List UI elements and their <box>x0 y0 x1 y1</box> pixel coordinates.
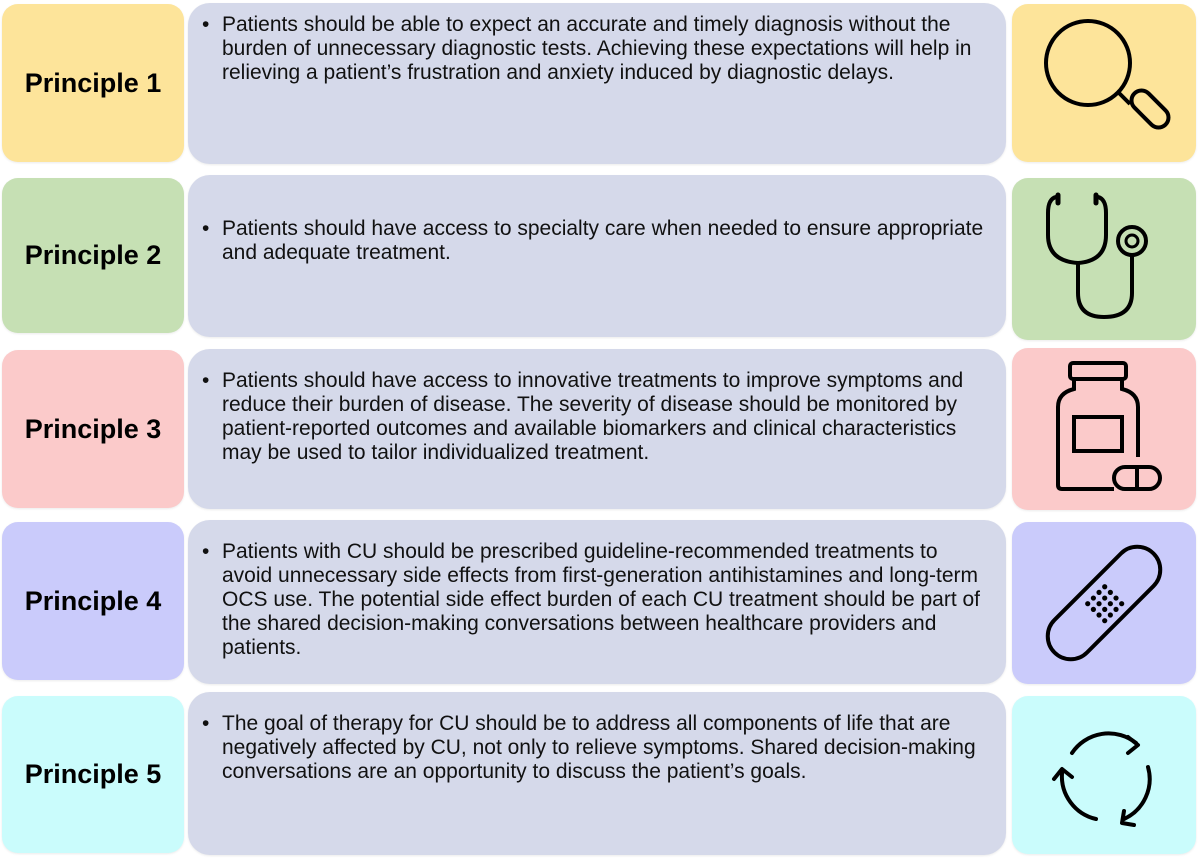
principle-5-bullet <box>202 712 984 784</box>
principle-4-bullet <box>202 540 984 660</box>
bullet-dot: • <box>202 13 210 36</box>
bullet-dot: • <box>202 369 210 392</box>
principle-3-text-panel <box>188 349 1006 509</box>
principle-1-label: Principle 1 <box>2 4 184 162</box>
principle-1-text: Patients should be able to expect an accurate and timely diagnosis without the burden of unnecessary diagnostic tests. Achieving these expectations will help in relieving a patient’s frustration and anxiety induced by diagnostic delays. <box>222 13 972 84</box>
principle-1-icon-box <box>1012 4 1196 162</box>
principle-5-label: Principle 5 <box>2 696 184 853</box>
principle-1-bullet <box>202 13 984 85</box>
principle-2-icon-box <box>1012 178 1196 340</box>
principle-4-text: Patients with CU should be prescribed guideline-recommended treatments to avoid unnecessary side effects from first-generation antihistamines and long-term OCS use. The potential side effect burden of each CU treatment should be part of the shared decision-making conversations between healthcare providers and patients. <box>222 540 981 659</box>
principle-3-bullet <box>202 369 984 465</box>
cycle-arrows-icon <box>1044 715 1164 835</box>
magnifying-glass-icon <box>1034 13 1174 153</box>
stethoscope-icon <box>1034 189 1174 329</box>
bullet-dot: • <box>202 540 210 563</box>
bullet-dot: • <box>202 712 210 735</box>
principle-4-text-panel <box>188 520 1006 684</box>
principle-4-icon-box <box>1012 522 1196 684</box>
principle-3-label: Principle 3 <box>2 350 184 508</box>
principle-1-text-panel <box>188 3 1006 164</box>
principle-2-bullet <box>202 217 984 265</box>
principle-3-text: Patients should have access to innovative treatments to improve symptoms and reduce their burden of disease. The severity of disease should be monitored by patient-reported outcomes and available biomarkers and clinical characteristics may be used to tailor individualized treatment. <box>222 369 964 464</box>
principle-5-icon-box <box>1012 696 1196 854</box>
principle-3-icon-box <box>1012 348 1196 510</box>
principle-4-label: Principle 4 <box>2 522 184 680</box>
bandage-icon <box>1029 528 1179 678</box>
bullet-dot: • <box>202 217 210 240</box>
principle-2-text: Patients should have access to specialty care when needed to ensure appropriate and adequate treatment. <box>222 217 984 264</box>
medicine-bottle-icon <box>1034 359 1174 499</box>
principle-2-text-panel <box>188 175 1006 337</box>
principle-5-text: The goal of therapy for CU should be to address all components of life that are negatively affected by CU, not only to relieve symptoms. Shared decision-making conversations are an opportunity to discuss the patient’s goals. <box>222 712 976 783</box>
principle-5-text-panel <box>188 692 1006 855</box>
principle-2-label: Principle 2 <box>2 178 184 333</box>
